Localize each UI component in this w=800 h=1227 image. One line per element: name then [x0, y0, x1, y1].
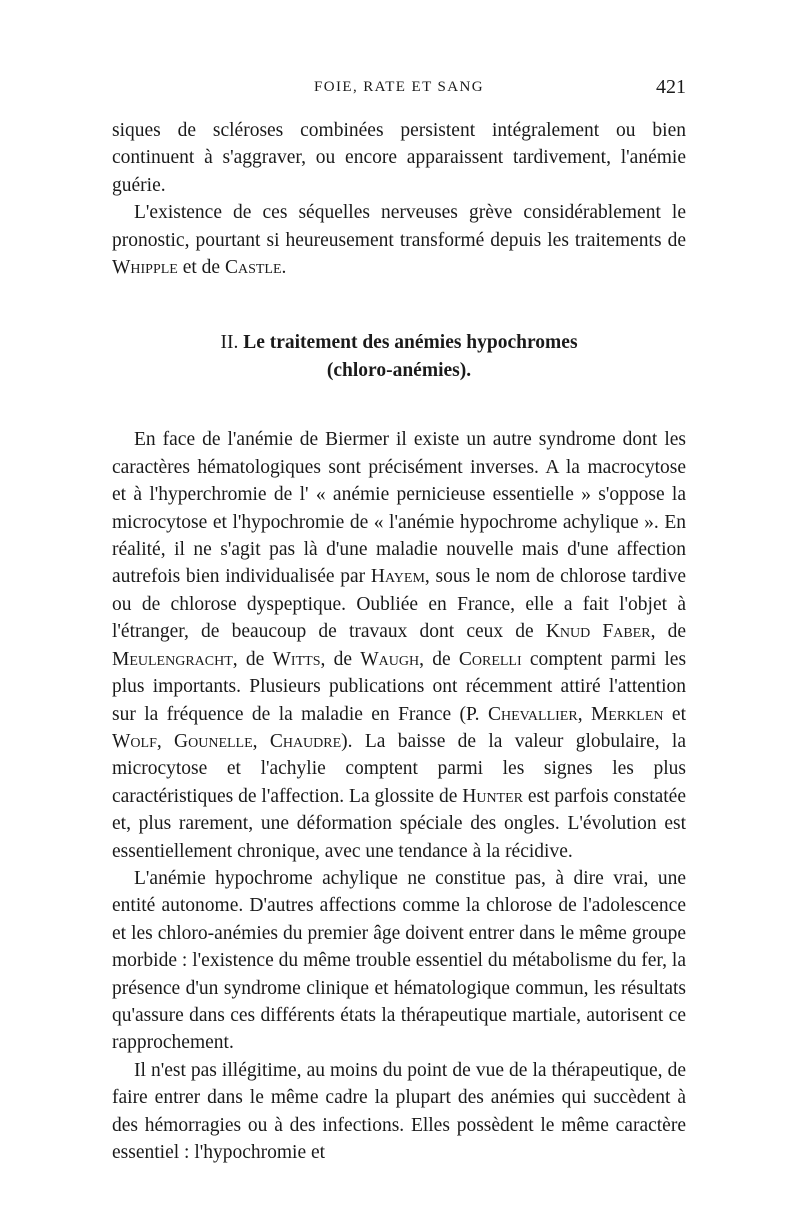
author-name: Chevallier [487, 703, 578, 725]
page-number: 421 [656, 76, 686, 98]
text-run: , [156, 730, 175, 752]
author-name: Whipple [112, 257, 178, 279]
author-name: Wolf [112, 730, 157, 752]
text-run: et [663, 703, 686, 725]
running-head [112, 76, 686, 100]
paragraph-sequelles [112, 199, 686, 281]
author-name: Corelli [458, 648, 522, 670]
text-run: et de [177, 257, 225, 279]
author-name: Gounelle [174, 730, 253, 752]
text-run: , de [419, 648, 459, 670]
section-number: II. [220, 332, 239, 354]
author-name: Waugh [360, 648, 420, 670]
author-name: Hunter [462, 785, 523, 807]
author-name: Merklen [590, 703, 664, 725]
text-run: ). La baisse de la valeur globulaire, la microcytose et l'achylie comptent parmi les signes les plus caractéristiques de l'affection. La glossite de [112, 730, 687, 807]
text-run: , de [320, 648, 361, 670]
author-name: Meulengracht [112, 648, 233, 670]
text-run: , [577, 703, 591, 725]
text-run: . [281, 257, 287, 279]
body-text [112, 117, 686, 1166]
paragraph-entite: L'anémie hypochrome achylique ne constitue pas, à dire vrai, une entité autonome. D'autres affections comme la chlorose de l'adolescence et les chloro-anémies du premier âge doivent entrer dans le même groupe morbide : l'existence du même trouble essentiel du métabolisme du fer, la présence d'un syndrome clinique et hématologique commun, les résultats qu'assure dans ces différents états la thérapeutique martiale, autorisent ce rapprochement. [112, 867, 686, 1054]
section-heading [112, 329, 686, 385]
text-run: En face de l'anémie de Biermer il existe un autre syndrome dont les caractères hématologiques sont précisément inverses. A la macrocytose et à l'hyperchromie de l' « anémie pernicieuse essentielle » s'oppose la microcytose et l'hypochromie de « l'anémie hypochrome achylique ». En réalité, il ne s'agit pas là d'une maladie nouvelle mais d'une affection autrefois bien individualisée par [112, 429, 686, 588]
author-name: Hayem [370, 566, 425, 588]
author-name: Knud Faber [545, 621, 651, 643]
text-run: comptent parmi les plus importants. Plusieurs publications ont récemment attiré l'attention sur la fréquence de la maladie en France (P. [112, 648, 687, 725]
paragraph-therapeutique: Il n'est pas illégitime, au moins du point de vue de la thérapeutique, de faire entrer dans le même cadre la plupart des anémies qui succèdent à des hémorragies ou à des infections. Elles possèdent le même caractère essentiel : l'hypochromie et [112, 1059, 686, 1163]
text-run: est parfois constatée et, plus rarement, une déformation spéciale des ongles. L'évolution est essentiellement chronique, avec une tendance à la récidive. [112, 785, 686, 862]
text-run: , de [232, 648, 273, 670]
author-name: Chaudre [269, 730, 342, 752]
text-run: , sous le nom de chlorose tardive ou de chlorose dyspeptique. Oubliée en France, elle a fait l'objet à l'étranger, de beaucoup de travaux dont ceux de [112, 566, 686, 643]
paragraph-continuation: siques de scléroses combinées persistent intégralement ou bien continuent à s'aggraver, ou encore apparaissent tardivement, l'anémie guérie. [112, 120, 686, 196]
section-title-line1: Le traitement des anémies hypochromes [243, 332, 578, 354]
author-name: Witts [272, 648, 321, 670]
running-title: FOIE, RATE ET SANG [314, 79, 484, 95]
author-name: Castle [224, 257, 282, 279]
section-title-line2: (chloro-anémies). [326, 360, 472, 382]
text-run: L'existence de ces séquelles nerveuses grève considérablement le pronostic, pourtant si heureusement transformé depuis les traitements de [112, 202, 686, 251]
paragraph-biermer [112, 426, 686, 865]
text-run: , [252, 730, 270, 752]
text-run: , de [650, 621, 686, 643]
